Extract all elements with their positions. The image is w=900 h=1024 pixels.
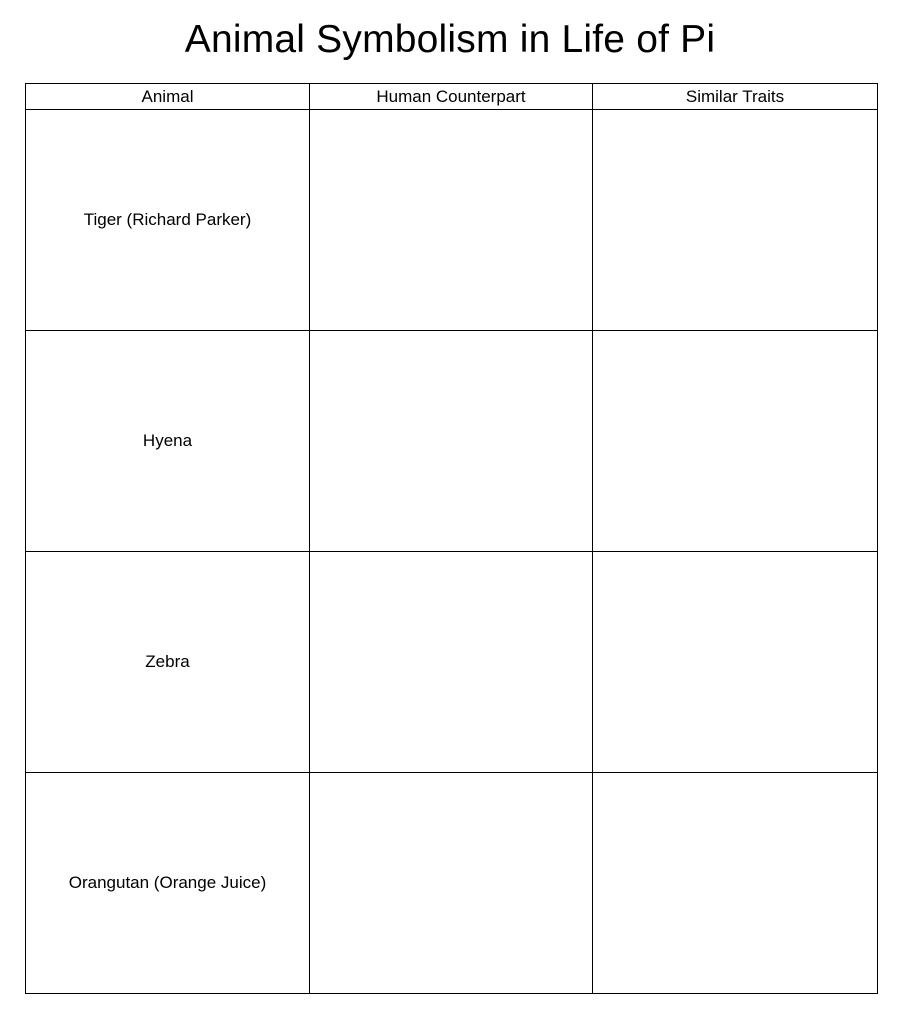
table-row [26, 110, 878, 331]
animal-cell: Zebra [26, 552, 310, 773]
animal-cell: Orangutan (Orange Juice) [26, 773, 310, 994]
animal-symbolism-table [25, 83, 878, 994]
animal-cell: Hyena [26, 331, 310, 552]
similar-traits-cell[interactable] [593, 552, 878, 773]
similar-traits-cell[interactable] [593, 773, 878, 994]
page-title: Animal Symbolism in Life of Pi [184, 18, 716, 61]
human-counterpart-cell[interactable] [310, 773, 593, 994]
animal-cell: Tiger (Richard Parker) [26, 110, 310, 331]
table-row [26, 773, 878, 994]
column-header-similar-traits: Similar Traits [593, 84, 878, 110]
table-header-row [26, 84, 878, 110]
similar-traits-cell[interactable] [593, 110, 878, 331]
human-counterpart-cell[interactable] [310, 552, 593, 773]
table-row [26, 552, 878, 773]
column-header-human-counterpart: Human Counterpart [310, 84, 593, 110]
table-row [26, 331, 878, 552]
similar-traits-cell[interactable] [593, 331, 878, 552]
column-header-animal: Animal [26, 84, 310, 110]
human-counterpart-cell[interactable] [310, 331, 593, 552]
human-counterpart-cell[interactable] [310, 110, 593, 331]
